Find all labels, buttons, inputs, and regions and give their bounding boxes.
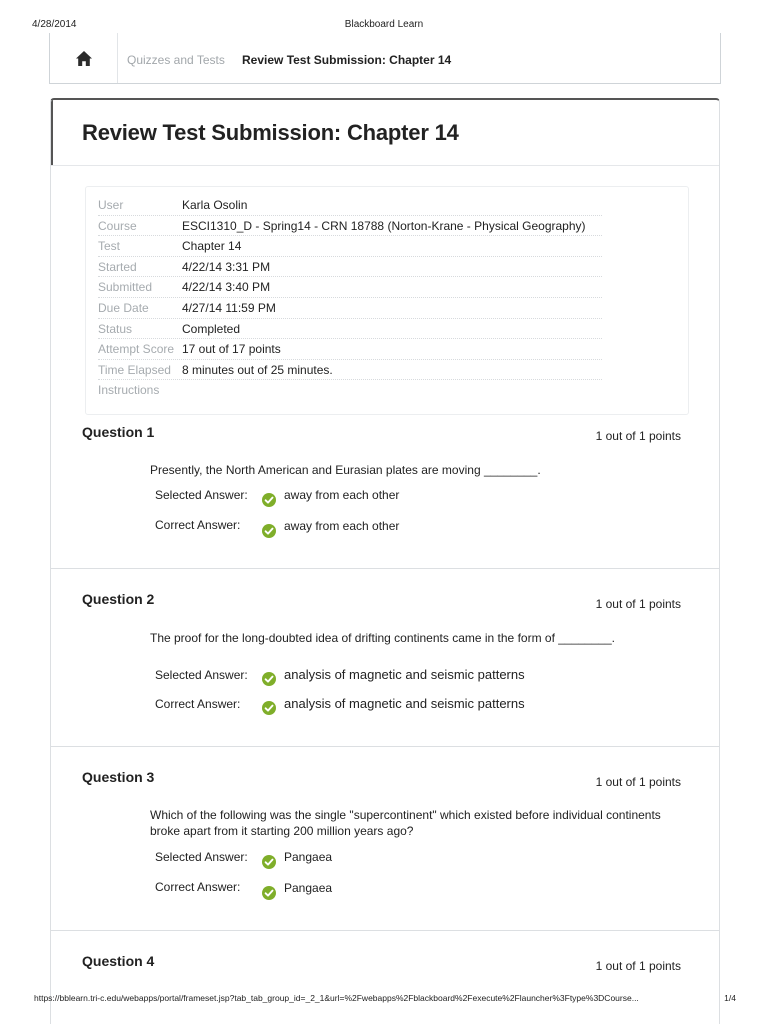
print-date: 4/28/2014 [32,19,77,30]
print-header [0,19,768,33]
print-footer [0,993,768,1007]
question-divider [51,930,720,931]
summary-label: Due Date [98,301,149,315]
breadcrumb [49,33,721,84]
summary-row-test [98,236,602,257]
question-points: 1 out of 1 points [595,959,681,973]
question-title: Question 4 [82,953,155,969]
summary-value: 8 minutes out of 25 minutes. [182,362,333,377]
summary-row-started [98,257,602,278]
summary-label: Instructions [98,383,160,398]
summary-label: User [98,198,124,212]
question-title: Question 2 [82,591,155,607]
correct-answer-value: Pangaea [284,881,333,895]
summary-row-time-elapsed [98,360,602,381]
question-text: The proof for the long-doubted idea of drifting continents came in the form of ________. [150,631,615,645]
card-accent [50,100,53,165]
correct-answer-label: Correct Answer: [155,697,241,711]
summary-label: Test [98,239,121,254]
checkmark-icon [262,524,276,538]
content-card [50,98,720,1024]
selected-answer-label: Selected Answer: [155,488,248,502]
summary-value: ESCI1310_D - Spring14 - CRN 18788 (Norton-Krane - Physical Geography) [182,218,586,233]
footer-page-number: 1/4 [724,993,736,1003]
checkmark-icon [262,886,276,900]
correct-answer-value: away from each other [284,519,400,533]
print-title: Blackboard Learn [344,19,424,30]
summary-row-submitted [98,277,602,298]
summary-value: 4/22/14 3:40 PM [182,280,271,295]
selected-answer-value: away from each other [284,488,400,502]
summary-value: 4/22/14 3:31 PM [182,259,271,274]
summary-value: 4/27/14 11:59 PM [182,301,276,315]
question-title: Question 1 [82,424,155,440]
footer-url: https://bblearn.tri-c.edu/webapps/portal/frameset.jsp?tab_tab_group_id=_2_1&url=%2Fwebapps%2Fblackboard%2Fexecute%2Flauncher%3Ftype%3DCourse... [34,993,639,1003]
summary-label: Started [98,259,137,274]
question-title: Question 3 [82,769,155,785]
correct-answer-label: Correct Answer: [155,518,241,532]
question-divider [51,746,720,747]
correct-answer-label: Correct Answer: [155,880,241,894]
summary-label: Submitted [98,280,153,295]
summary-row-attempt-score [98,339,602,360]
question-text: Which of the following was the single "supercontinent" which existed before individual continents broke apart from it starting 200 million years ago? [150,808,661,838]
summary-value: Karla Osolin [182,198,248,212]
breadcrumb-current: Review Test Submission: Chapter 14 [242,53,452,67]
selected-answer-label: Selected Answer: [155,668,248,682]
checkmark-icon [262,701,276,715]
summary-value: 17 out of 17 points [182,342,281,357]
selected-answer-value: Pangaea [284,850,333,864]
checkmark-icon [262,672,276,686]
summary-label: Attempt Score [98,342,175,357]
summary-row-instructions [98,380,602,401]
selected-answer-label: Selected Answer: [155,850,248,864]
summary-label: Time Elapsed [98,362,171,377]
summary-row-course [98,216,602,237]
summary-value: Chapter 14 [182,239,242,254]
summary-row-status [98,319,602,340]
breadcrumb-link-quizzes[interactable]: Quizzes and Tests [127,53,225,67]
question-divider [51,568,720,569]
home-icon [76,51,92,66]
summary-row-due-date [98,298,602,319]
summary-row-user [98,195,602,216]
question-points: 1 out of 1 points [595,429,681,443]
question-text: Presently, the North American and Eurasian plates are moving ________. [150,463,541,477]
page-title: Review Test Submission: Chapter 14 [82,120,459,145]
checkmark-icon [262,855,276,869]
summary-label: Status [98,321,133,336]
home-button[interactable] [50,33,118,83]
question-points: 1 out of 1 points [595,775,681,789]
summary-value: Completed [182,321,241,336]
selected-answer-value: analysis of magnetic and seismic patterns [284,667,525,682]
title-divider [51,165,719,166]
checkmark-icon [262,493,276,507]
submission-summary [85,186,689,415]
summary-label: Course [98,218,137,233]
question-points: 1 out of 1 points [595,597,681,611]
correct-answer-value: analysis of magnetic and seismic patterns [284,696,525,711]
